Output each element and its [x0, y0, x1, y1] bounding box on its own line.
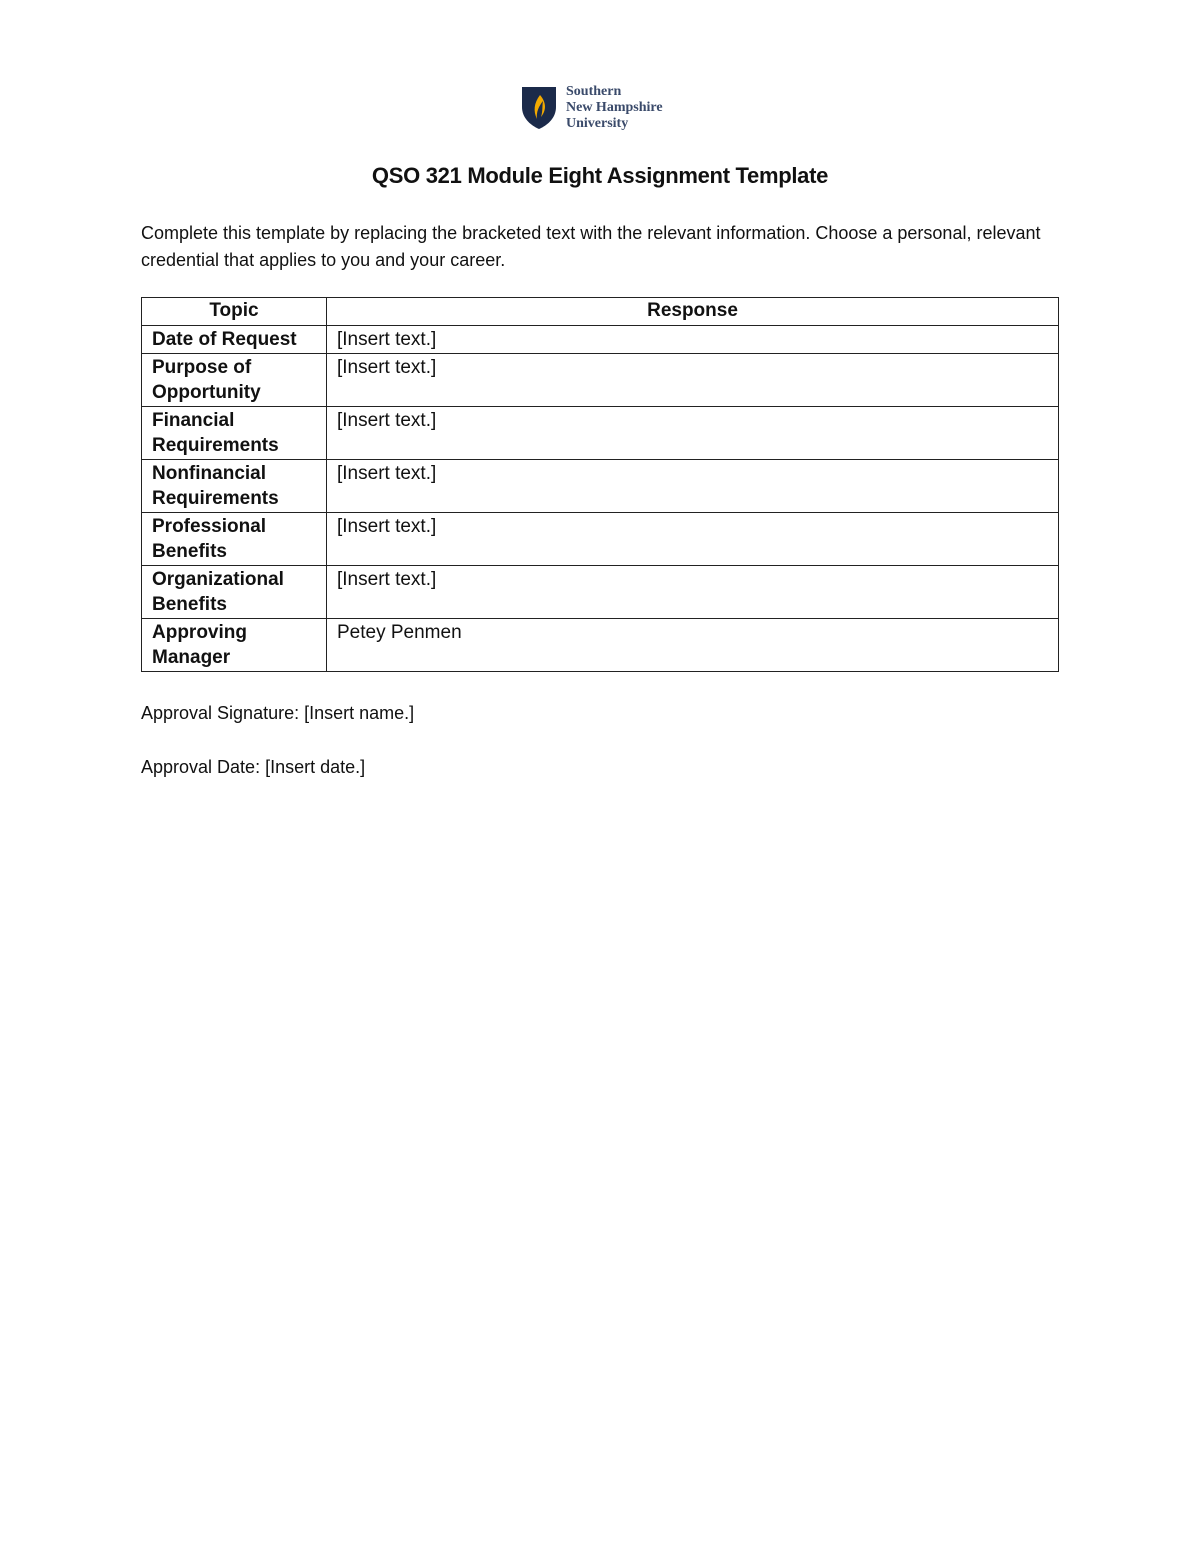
logo-line-1: Southern [566, 84, 622, 99]
response-cell[interactable]: Petey Penmen [327, 619, 1059, 672]
topic-cell: Purpose of Opportunity [142, 354, 327, 407]
table-row [142, 407, 1059, 460]
response-cell[interactable]: [Insert text.] [327, 460, 1059, 513]
request-table [141, 297, 1059, 672]
response-cell[interactable]: [Insert text.] [327, 326, 1059, 354]
approval-date[interactable]: Approval Date: [Insert date.] [141, 757, 366, 777]
table-row [142, 460, 1059, 513]
topic-cell: Date of Request [142, 326, 327, 354]
header-topic: Topic [142, 298, 327, 326]
table-row [142, 326, 1059, 354]
university-logo [520, 84, 663, 132]
topic-cell: Professional Benefits [142, 513, 327, 566]
topic-cell: Financial Requirements [142, 407, 327, 460]
header-response: Response [327, 298, 1059, 326]
logo-line-3: University [566, 116, 629, 131]
table-row [142, 619, 1059, 672]
approval-signature[interactable]: Approval Signature: [Insert name.] [141, 703, 415, 723]
table-row [142, 354, 1059, 407]
table-header-row [142, 298, 1059, 326]
response-cell[interactable]: [Insert text.] [327, 566, 1059, 619]
shield-flame-icon [520, 85, 558, 131]
table-row [142, 566, 1059, 619]
table-row [142, 513, 1059, 566]
logo-line-2: New Hampshire [566, 100, 663, 115]
topic-cell: Nonfinancial Requirements [142, 460, 327, 513]
response-cell[interactable]: [Insert text.] [327, 407, 1059, 460]
response-cell[interactable]: [Insert text.] [327, 354, 1059, 407]
logo-wordmark [566, 84, 663, 132]
topic-cell: Organizational Benefits [142, 566, 327, 619]
document-title: QSO 321 Module Eight Assignment Template [371, 163, 829, 188]
topic-cell: Approving Manager [142, 619, 327, 672]
response-cell[interactable]: [Insert text.] [327, 513, 1059, 566]
instructions-paragraph: Complete this template by replacing the bracketed text with the relevant information. Choose a personal, relevant credential that applies to you and your career. [141, 223, 1041, 270]
